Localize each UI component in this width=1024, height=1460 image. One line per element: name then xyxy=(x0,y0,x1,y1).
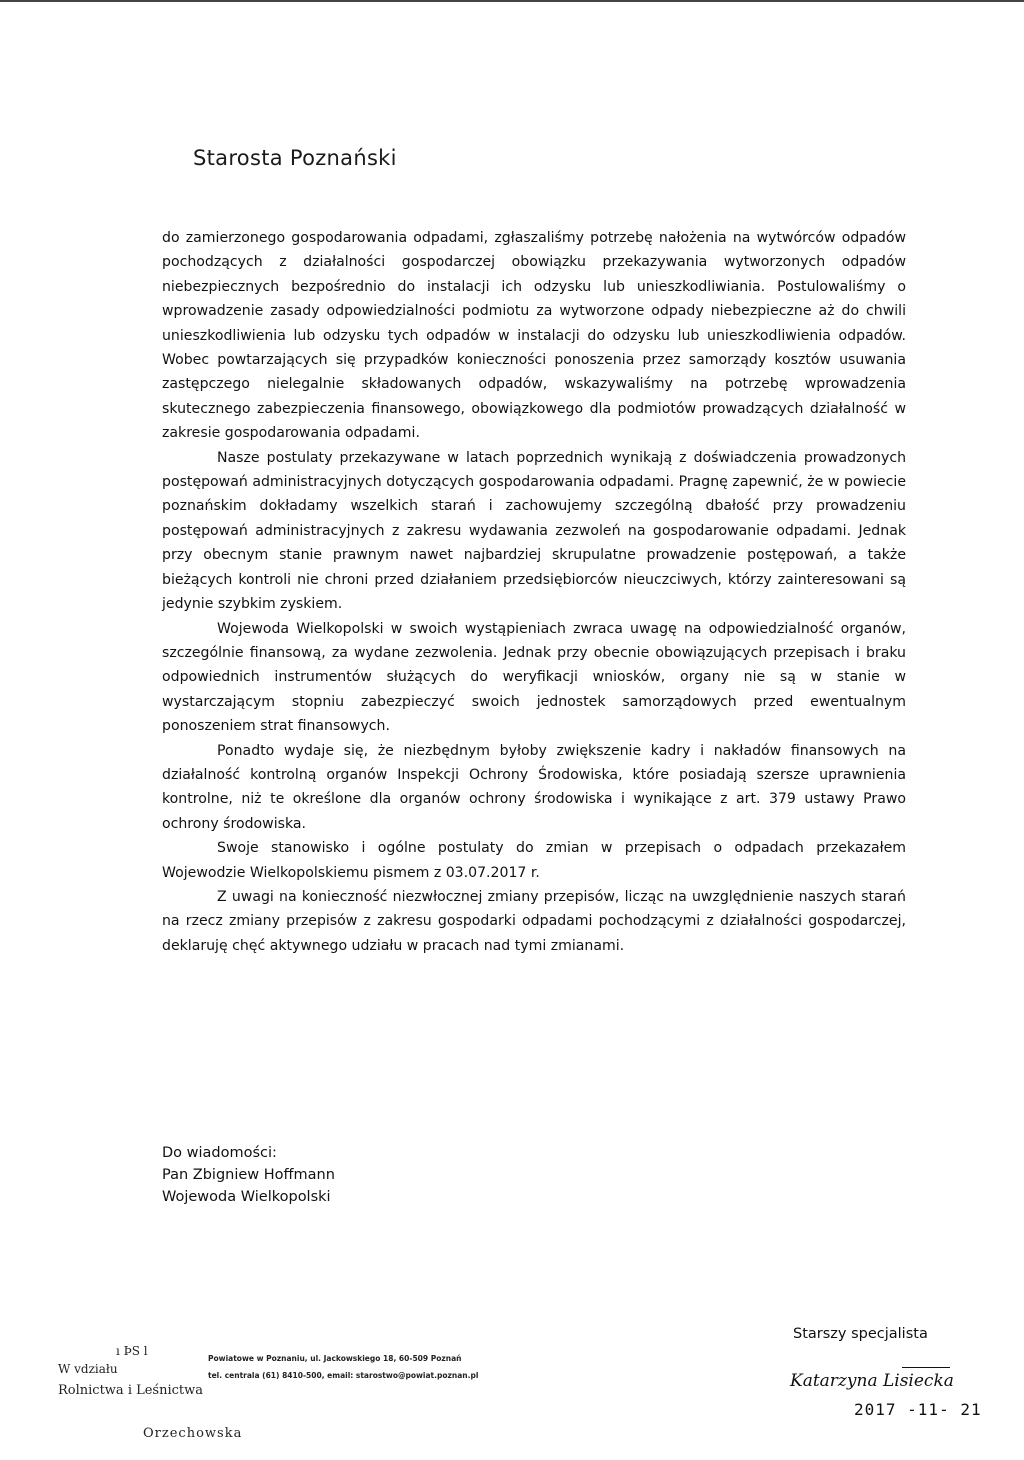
cc-label: Do wiadomości: xyxy=(162,1145,277,1161)
paragraph-5: Swoje stanowisko i ogólne postulaty do zmian w przepisach o odpadach przekazałem Wojewodzie Wielkopolskiemu pismem z 03.07.2017 r. xyxy=(162,840,906,881)
paragraph-3: Wojewoda Wielkopolski w swoich wystąpieniach zwraca uwagę na odpowiedzialność organów, szczególnie finansową, za wydane zezwolenia. Jednak przy obecnie obowiązujących przepisach i braku odpowiednich instrumentów służących do weryfikacji wniosków, organy nie są w stanie w wystarczającym stopniu zabezpieczyć swoich jednostek samorządowych przed ewentualnym ponoszeniem strat finansowych. xyxy=(162,620,906,735)
paragraph-1: do zamierzonego gospodarowania odpadami, zgłaszaliśmy potrzebę nałożenia na wytwórców odpadów pochodzących z działalności gospodarczej obowiązku przekazywania wytworzonych odpadów niebezpiecznych bezpośrednio do instalacji ich odzysku lub unieszkodliwiania. Postulowaliśmy o wprowadzenie zasady odpowiedzialności podmiotu za wytworzone odpady niebezpieczne aż do chwili unieszkodliwienia lub odzysku tych odpadów w instalacji do odzysku lub unieszkodliwienia odpadów. Wobec powtarzających się przypadków konieczności ponoszenia przez samorządy kosztów usuwania zastępczego nielegalnie składowanych odpadów, wskazywaliśmy na potrzebę wprowadzenia skutecznego zabezpieczenia finansowego, obowiązkowego dla podmiotów prowadzących działalność w zakresie gospodarowania odpadami. xyxy=(162,230,906,442)
signer-title: Starszy specjalista xyxy=(793,1326,928,1342)
letter-body xyxy=(162,226,906,958)
office-contact: tel. centrala (61) 8410-500, email: starostwo@powiat.poznan.pl xyxy=(208,1371,479,1380)
stamp-line-division: Rolnictwa i Leśnictwa xyxy=(58,1383,204,1398)
cc-recipient-name: Pan Zbigniew Hoffmann xyxy=(162,1167,335,1183)
stamp-line-department: W vdziału xyxy=(58,1362,118,1376)
cc-block xyxy=(162,1142,335,1208)
signer-name: Katarzyna Lisiecka xyxy=(790,1371,954,1391)
signature-line xyxy=(902,1367,950,1368)
paragraph-4: Ponadto wydaje się, że niezbędnym byłoby zwiększenie kadry i nakładów finansowych na działalność kontrolną organów Inspekcji Ochrony Środowiska, które posiadają szersze uprawnienia kontrolne, niż te określone dla organów ochrony środowiska i wynikające z art. 379 ustawy Prawo ochrony środowiska. xyxy=(162,742,906,832)
footer-stamp-left xyxy=(58,1346,488,1446)
page-title: Starosta Poznański xyxy=(193,146,397,170)
cc-recipient-role: Wojewoda Wielkopolski xyxy=(162,1189,331,1205)
paragraph-2: Nasze postulaty przekazywane w latach poprzednich wynikają z doświadczenia prowadzonych postępowań administracyjnych dotyczących gospodarowania odpadami. Pragnę zapewnić, że w powiecie poznańskim dokładamy wszelkich starań i zachowujemy szczególną dbałość przy prowadzeniu postępowań administracyjnych z zakresu wydawania zezwoleń na gospodarowanie odpadami. Jednak przy obecnym stanie prawnym nawet najbardziej skrupulatne prowadzenie postępowań, a także bieżących kontroli nie chroni przed działaniem przedsiębiorców nieuczciwych, którzy zainteresowani są jedynie szybkim zyskiem. xyxy=(162,449,906,613)
date-stamp: 2017 -11- 21 xyxy=(854,1400,982,1419)
office-address: Powiatowe w Poznaniu, ul. Jackowskiego 18, 60-509 Poznań xyxy=(208,1354,462,1363)
paragraph-6: Z uwagi na konieczność niezwłocznej zmiany przepisów, licząc na uwzględnienie naszych starań na rzecz zmiany przepisów z zakresu gospodarki odpadami pochodzącymi z działalności gospodarczej, deklaruję chęć aktywnego udziału w pracach nad tymi zmianami. xyxy=(162,888,906,954)
top-edge-line xyxy=(0,0,1024,2)
signature-stamp xyxy=(780,1326,980,1446)
stamp-line-surname: Orzechowska xyxy=(143,1426,243,1441)
stamp-line-number: ı ÞЅ l xyxy=(116,1344,148,1358)
